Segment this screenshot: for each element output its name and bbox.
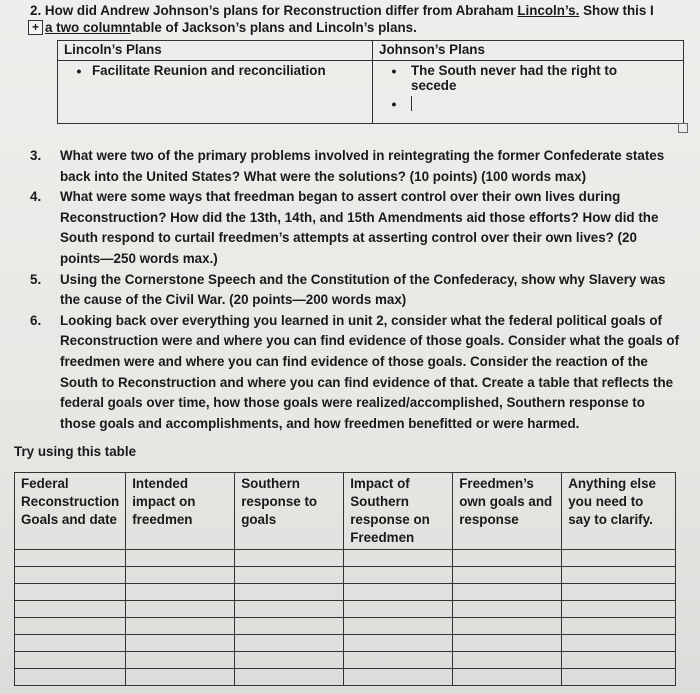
table-cell[interactable] bbox=[344, 567, 453, 584]
table-cell[interactable] bbox=[453, 618, 562, 635]
header-southern-response: Southern response to goals bbox=[235, 473, 344, 550]
table-cell[interactable] bbox=[453, 669, 562, 686]
johnson-item-text: The South never had the right to secede bbox=[411, 63, 618, 93]
list-item-empty[interactable] bbox=[379, 96, 677, 112]
table-cell[interactable] bbox=[344, 618, 453, 635]
table-cell[interactable] bbox=[344, 652, 453, 669]
table-cell[interactable] bbox=[562, 635, 676, 652]
table-cell[interactable] bbox=[235, 601, 344, 618]
question-2-text-b: Show this I bbox=[579, 3, 654, 18]
table-cell[interactable] bbox=[126, 550, 235, 567]
question-5 bbox=[30, 270, 680, 311]
table-cell[interactable] bbox=[15, 601, 126, 618]
table-row bbox=[15, 601, 676, 618]
bullet-icon: • bbox=[391, 63, 397, 79]
table-row bbox=[15, 584, 676, 601]
table-cell[interactable] bbox=[126, 618, 235, 635]
table-cell[interactable] bbox=[562, 567, 676, 584]
table-cell[interactable] bbox=[344, 584, 453, 601]
table-cell[interactable] bbox=[126, 584, 235, 601]
header-intended-impact: Intended impact on freedmen bbox=[126, 473, 235, 550]
table-cell[interactable] bbox=[126, 601, 235, 618]
table-cell[interactable] bbox=[344, 601, 453, 618]
table-row bbox=[15, 652, 676, 669]
table-cell[interactable] bbox=[15, 618, 126, 635]
table-cell[interactable] bbox=[344, 635, 453, 652]
question-text: Looking back over everything you learned in unit 2, consider what the federal political goals of Reconstruction were and where you can find evidence of those goals. Consider what the goals of freedmen were and where you can find evidence of those goals. Consider the reaction of the South to Reconstruction and where you can find evidence of that. Create a table that reflects the federal goals over time, how those goals were realized/accomplished, Southern response to those goals and accomplishments, and how freedmen benefitted or were harmed. bbox=[60, 312, 680, 431]
header-impact-on-freedmen: Impact of Southern response on Freedmen bbox=[344, 473, 453, 550]
table-cell[interactable] bbox=[235, 550, 344, 567]
questions-list bbox=[30, 146, 680, 434]
header-freedmen-goals: Freedmen’s own goals and response bbox=[453, 473, 562, 550]
table-cell[interactable] bbox=[562, 584, 676, 601]
johnson-plans-cell[interactable] bbox=[373, 61, 684, 124]
question-number: 4. bbox=[30, 189, 42, 205]
table-cell[interactable] bbox=[235, 669, 344, 686]
table-cell[interactable] bbox=[235, 584, 344, 601]
table-row bbox=[15, 550, 676, 567]
question-number: 5. bbox=[30, 271, 42, 287]
table-header-row bbox=[15, 473, 676, 550]
table-cell[interactable] bbox=[344, 550, 453, 567]
table-cell[interactable] bbox=[126, 567, 235, 584]
table-cell[interactable] bbox=[15, 550, 126, 567]
reconstruction-table bbox=[14, 472, 676, 686]
lincoln-item-text: Facilitate Reunion and reconciliation bbox=[92, 63, 326, 78]
resize-handle-icon[interactable] bbox=[678, 123, 688, 133]
table-cell[interactable] bbox=[15, 567, 126, 584]
table-cell[interactable] bbox=[453, 601, 562, 618]
header-anything-else: Anything else you need to say to clarify. bbox=[562, 473, 676, 550]
question-2-number: 2. bbox=[30, 3, 42, 18]
question-3 bbox=[30, 146, 680, 187]
question-2-text-a: How did Andrew Johnson’s plans for Reconstruction differ from Abraham bbox=[44, 3, 518, 18]
table-cell[interactable] bbox=[562, 550, 676, 567]
list-item bbox=[379, 63, 677, 93]
table-cell[interactable] bbox=[453, 584, 562, 601]
question-text: What were some ways that freedman began to assert control over their own lives during Reconstruction? How did the 13th, 14th, and 15th Amendments aid those efforts? How did the South respond to curtail freedmen’s attempts at asserting control over their own lives? (20 points—250 words max.) bbox=[60, 189, 659, 266]
table-cell[interactable] bbox=[126, 652, 235, 669]
table-cell[interactable] bbox=[562, 669, 676, 686]
question-text: What were two of the primary problems involved in reintegrating the former Confederate states back into the United States? What were the solutions? (10 points) (100 words max) bbox=[60, 148, 665, 184]
table-cell[interactable] bbox=[453, 550, 562, 567]
lincoln-plans-cell[interactable] bbox=[58, 61, 373, 124]
try-table-label: Try using this table bbox=[14, 444, 137, 459]
table-cell[interactable] bbox=[235, 567, 344, 584]
table-cell[interactable] bbox=[453, 635, 562, 652]
table-cell[interactable] bbox=[562, 652, 676, 669]
table-row bbox=[15, 567, 676, 584]
table-cell[interactable] bbox=[126, 669, 235, 686]
plans-table bbox=[57, 40, 684, 124]
question-2-line-1 bbox=[30, 3, 654, 18]
table-cell[interactable] bbox=[235, 618, 344, 635]
table-cell[interactable] bbox=[562, 618, 676, 635]
move-handle-plus-icon[interactable]: + bbox=[28, 20, 43, 35]
table-cell[interactable] bbox=[15, 584, 126, 601]
text-cursor bbox=[411, 96, 412, 111]
table-cell[interactable] bbox=[453, 652, 562, 669]
question-2-line-2 bbox=[28, 20, 417, 35]
table-row bbox=[15, 635, 676, 652]
table-cell[interactable] bbox=[344, 669, 453, 686]
table-row bbox=[15, 618, 676, 635]
table-cell[interactable] bbox=[126, 635, 235, 652]
question-6 bbox=[30, 311, 680, 435]
johnson-plans-header: Johnson’s Plans bbox=[373, 41, 684, 61]
question-4 bbox=[30, 187, 680, 269]
two-column-text: a two column bbox=[45, 20, 131, 35]
table-cell[interactable] bbox=[235, 635, 344, 652]
table-cell[interactable] bbox=[15, 635, 126, 652]
question-2-line-2-rest: table of Jackson’s plans and Lincoln’s plans. bbox=[130, 20, 417, 35]
lincoln-link-text: Lincoln’s. bbox=[517, 3, 580, 18]
table-cell[interactable] bbox=[235, 652, 344, 669]
table-row bbox=[15, 669, 676, 686]
question-number: 6. bbox=[30, 312, 42, 328]
table-cell[interactable] bbox=[15, 669, 126, 686]
bullet-icon: • bbox=[391, 96, 397, 112]
table-cell[interactable] bbox=[453, 567, 562, 584]
question-number: 3. bbox=[30, 148, 42, 163]
lincoln-plans-header: Lincoln’s Plans bbox=[58, 41, 373, 61]
list-item bbox=[64, 63, 366, 79]
table-cell[interactable] bbox=[562, 601, 676, 618]
question-text: Using the Cornerstone Speech and the Constitution of the Confederacy, show why Slavery was the cause of the Civil War. (20 points—200 words max) bbox=[60, 271, 666, 308]
header-federal-goals: Federal Reconstruction Goals and date bbox=[15, 473, 126, 550]
bullet-icon: • bbox=[76, 63, 82, 79]
table-cell[interactable] bbox=[15, 652, 126, 669]
